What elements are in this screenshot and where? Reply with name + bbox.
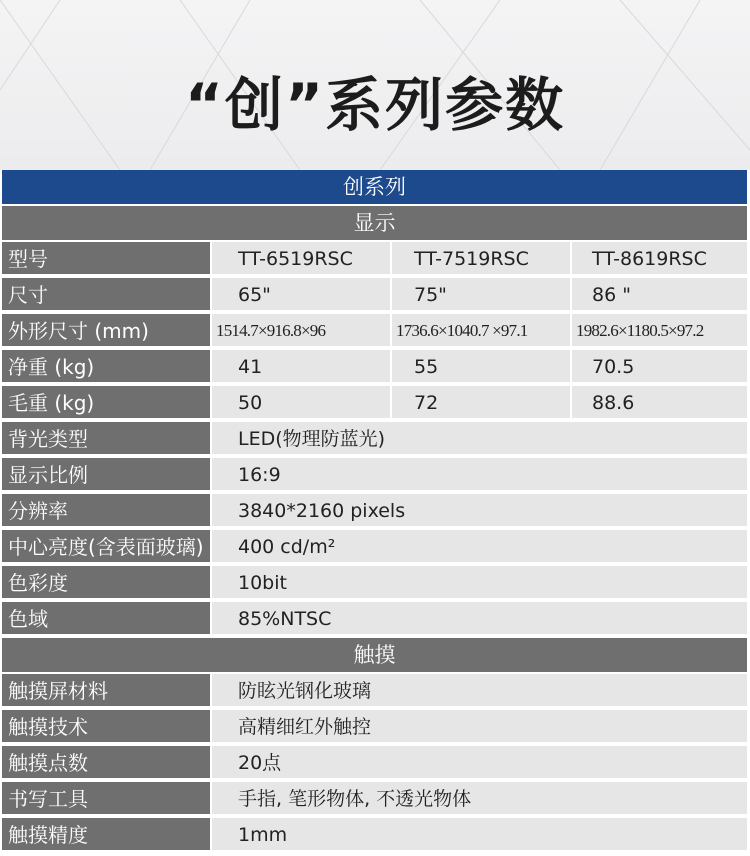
table-row-writing-tools — [2, 782, 747, 818]
value-cell: 72 — [390, 386, 570, 420]
row-label: 触摸精度 — [2, 818, 210, 852]
spec-table — [2, 170, 747, 854]
value-cell: 1982.6×1180.5×97.2 — [570, 314, 747, 348]
value-cell: 10bit — [210, 566, 747, 600]
row-label: 外形尺寸 (mm) — [2, 314, 210, 348]
table-row-gross-weight — [2, 386, 747, 422]
value-cell: 50 — [210, 386, 390, 420]
value-cell: 85%NTSC — [210, 602, 747, 636]
value-cell: 88.6 — [570, 386, 747, 420]
table-row-net-weight — [2, 350, 747, 386]
row-label: 触摸技术 — [2, 710, 210, 744]
row-label: 毛重 (kg) — [2, 386, 210, 420]
value-cell: 防眩光钢化玻璃 — [210, 674, 747, 708]
section-header-display: 显示 — [2, 206, 747, 242]
value-cell: 手指, 笔形物体, 不透光物体 — [210, 782, 747, 816]
table-row-touch-accuracy — [2, 818, 747, 854]
row-label: 显示比例 — [2, 458, 210, 492]
row-label: 型号 — [2, 242, 210, 276]
value-cell: 400 cd/m² — [210, 530, 747, 564]
value-cell: 16:9 — [210, 458, 747, 492]
row-label: 尺寸 — [2, 278, 210, 312]
value-cell: TT-7519RSC — [390, 242, 570, 276]
series-header: 创系列 — [2, 170, 747, 206]
row-label: 分辨率 — [2, 494, 210, 528]
value-cell: 86 " — [570, 278, 747, 312]
section-header-touch: 触摸 — [2, 638, 747, 674]
value-cell: TT-8619RSC — [570, 242, 747, 276]
row-label: 书写工具 — [2, 782, 210, 816]
value-cell: 20点 — [210, 746, 747, 780]
table-row-brightness — [2, 530, 747, 566]
row-label: 触摸屏材料 — [2, 674, 210, 708]
value-cell: 高精细红外触控 — [210, 710, 747, 744]
table-row-model — [2, 242, 747, 278]
table-row-touch-technology — [2, 710, 747, 746]
value-cell: LED(物理防蓝光) — [210, 422, 747, 456]
value-cell: 75" — [390, 278, 570, 312]
page-title: “创”系列参数 — [184, 71, 566, 139]
row-label: 中心亮度(含表面玻璃) — [2, 530, 210, 564]
value-cell: 41 — [210, 350, 390, 384]
row-label: 触摸点数 — [2, 746, 210, 780]
row-label: 色域 — [2, 602, 210, 636]
table-row-color-gamut — [2, 602, 747, 638]
table-row-color-depth — [2, 566, 747, 602]
value-cell: 3840*2160 pixels — [210, 494, 747, 528]
table-row-touch-points — [2, 746, 747, 782]
value-cell: 1514.7×916.8×96 — [210, 314, 390, 348]
row-label: 背光类型 — [2, 422, 210, 456]
value-cell: 55 — [390, 350, 570, 384]
table-row-touch-material — [2, 674, 747, 710]
value-cell: 70.5 — [570, 350, 747, 384]
value-cell: 1736.6×1040.7 ×97.1 — [390, 314, 570, 348]
row-label: 净重 (kg) — [2, 350, 210, 384]
value-cell: 65" — [210, 278, 390, 312]
title-banner — [0, 0, 750, 170]
row-label: 色彩度 — [2, 566, 210, 600]
table-row-dimensions — [2, 314, 747, 350]
table-row-backlight — [2, 422, 747, 458]
table-row-aspect-ratio — [2, 458, 747, 494]
table-row-size — [2, 278, 747, 314]
value-cell: TT-6519RSC — [210, 242, 390, 276]
value-cell: 1mm — [210, 818, 747, 852]
table-row-resolution — [2, 494, 747, 530]
